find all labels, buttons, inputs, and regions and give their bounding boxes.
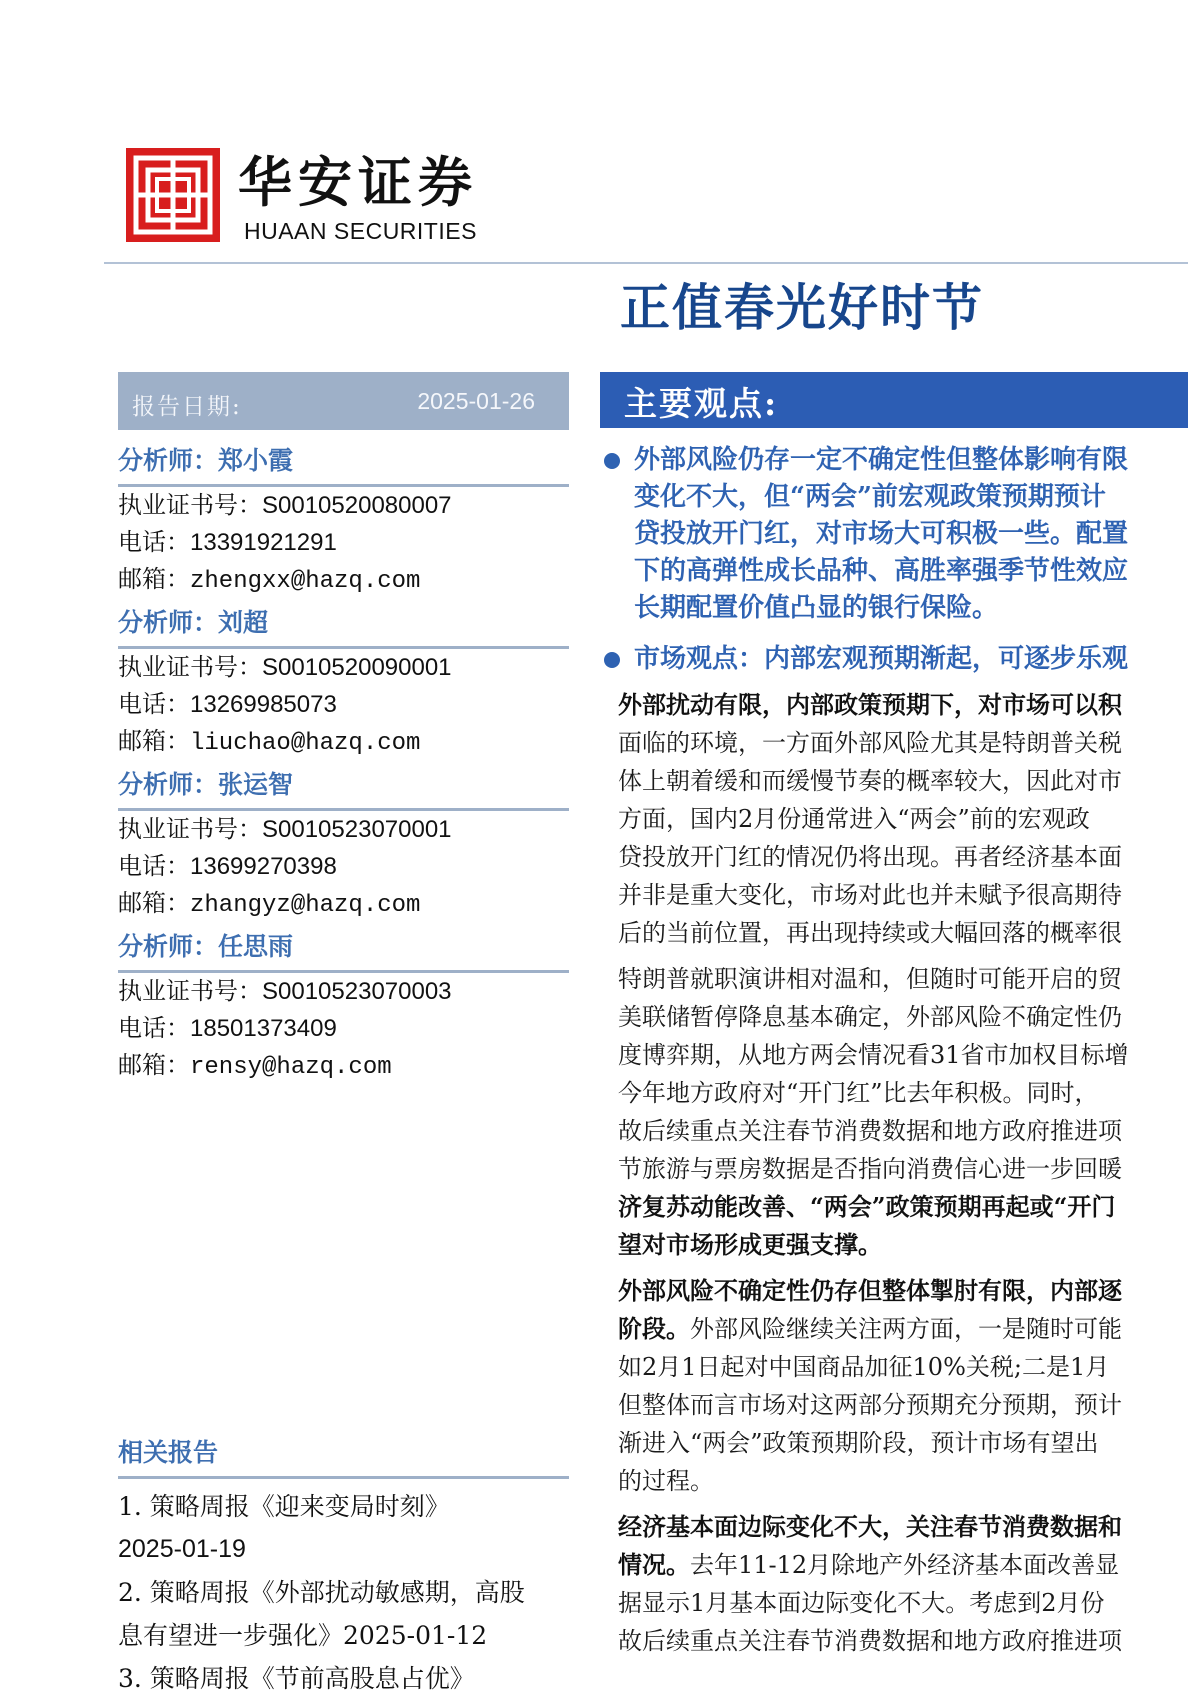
bullet-dot-icon: [604, 652, 620, 668]
paragraph-conclusion: 望对市场形成更强支撑。: [618, 1230, 882, 1259]
analyst-cert: 执业证书号：S0010520080007: [118, 491, 452, 519]
related-report-item[interactable]: 3. 策略周报《节前高股息占优》: [118, 1664, 475, 1693]
analyst-phone: 电话：13269985073: [118, 690, 337, 718]
analyst-phone: 电话：13391921291: [118, 528, 337, 556]
bullet-dot-icon: [604, 453, 620, 469]
analyst-block: [118, 926, 569, 1086]
report-date-box: [118, 372, 569, 430]
report-date-value: 2025-01-26: [417, 388, 535, 414]
header-divider: [104, 262, 1188, 264]
analyst-cert: 执业证书号：S0010523070003: [118, 977, 452, 1005]
analyst-phone: 电话：13699270398: [118, 852, 337, 880]
report-date-label: 报告日期:: [132, 394, 242, 420]
bullet-item: 市场观点：内部宏观预期渐起，可逐步乐观: [600, 641, 1188, 678]
analyst-name: 分析师：郑小霞: [118, 440, 569, 487]
report-title: 正值春光好时节: [620, 278, 984, 337]
analyst-name: 分析师：任思雨: [118, 926, 569, 973]
main-view-heading-box: [600, 372, 1188, 428]
paragraph-lead: 经济基本面边际变化不大，关注春节消费数据和: [618, 1512, 1122, 1541]
paragraph-lead: 外部扰动有限，内部政策预期下，对市场可以积: [618, 690, 1122, 719]
bullet-item: 外部风险仍存一定不确定性但整体影响有限 变化不大，但“两会”前宏观政策预期预计 贷投放开门红，对市场大可积极一些。配置 下的高弹性成长品种、高胜率强季节性效应 长期配置价值凸显的银行保险。: [600, 442, 1188, 627]
analyst-block: [118, 764, 569, 924]
related-report-item[interactable]: 1. 策略周报《迎来变局时刻》: [118, 1492, 450, 1521]
analyst-email[interactable]: 邮箱：zhengxx@hazq.com: [118, 565, 421, 595]
related-reports-heading: 相关报告: [118, 1432, 569, 1479]
related-reports: [118, 1432, 569, 1700]
left-column: [118, 372, 569, 1086]
analyst-email[interactable]: 邮箱：liuchao@hazq.com: [118, 727, 421, 757]
main-view-column: [600, 372, 1188, 1660]
related-report-item[interactable]: 2. 策略周报《外部扰动敏感期，高股: [118, 1578, 525, 1607]
related-report-item-cont[interactable]: 息有望进一步强化》2025-01-12: [118, 1621, 488, 1650]
bullet-summary: [600, 442, 1188, 678]
analyst-block: [118, 440, 569, 600]
analyst-cert: 执业证书号：S0010523070001: [118, 815, 452, 843]
logo-english-name: HUAAN SECURITIES: [244, 218, 477, 244]
main-view-heading: 主要观点:: [624, 384, 779, 423]
huaan-logo: [126, 148, 511, 244]
analyst-name: 分析师：刘超: [118, 602, 569, 649]
analyst-cert: 执业证书号：S0010520090001: [118, 653, 452, 681]
analyst-email[interactable]: 邮箱：zhangyz@hazq.com: [118, 889, 421, 919]
body-paragraph: 外部风险不确定性仍存但整体掣肘有限，内部逐 阶段。外部风险继续关注两方面，一是随时可能 如2月1日起对中国商品加征10%关税;二是1月 但整体而言市场对这两部分预期充分预期，预计 渐进入“两会”政策预期阶段，预计市场有望出 的过程。: [618, 1276, 1122, 1495]
body-paragraph: 经济基本面边际变化不大，关注春节消费数据和 情况。去年11-12月除地产外经济基本面改善显 据显示1月基本面边际变化不大。考虑到2月份 故后续重点关注春节消费数据和地方政府推进项: [618, 1512, 1122, 1655]
analyst-email[interactable]: 邮箱：rensy@hazq.com: [118, 1051, 392, 1081]
analyst-block: [118, 602, 569, 762]
analyst-name: 分析师：张运智: [118, 764, 569, 811]
body-paragraph: 外部扰动有限，内部政策预期下，对市场可以积 面临的环境，一方面外部风险尤其是特朗普关税 体上朝着缓和而缓慢节奏的概率较大，因此对市 方面，国内2月份通常进入“两会”前的宏观政 贷投放开门红的情况仍将出现。再者经济基本面 并非是重大变化，市场对此也并未赋予很高期待 后的当前位置，再出现持续或大幅回落的概率很: [618, 690, 1122, 947]
analyst-phone: 电话：18501373409: [118, 1014, 337, 1042]
paragraph-conclusion: 济复苏动能改善、“两会”政策预期再起或“开门: [618, 1192, 1116, 1221]
body-paragraph: 特朗普就职演讲相对温和，但随时可能开启的贸 美联储暂停降息基本确定，外部风险不确定性仍 度博弈期，从地方两会情况看31省市加权目标增 今年地方政府对“开门红”比去年积极。同时， 故后续重点关注春节消费数据和地方政府推进项 节旅游与票房数据是否指向消费信心进一步回暖 济复苏动能改善、“两会”政策预期再起或“开门 望对市场形成更强支撑。: [618, 965, 1129, 1259]
related-reports-list: [118, 1485, 569, 1700]
huaan-seal-icon: [126, 148, 220, 242]
paragraph-lead: 外部风险不确定性仍存但整体掣肘有限，内部逐: [618, 1276, 1122, 1305]
related-report-date: 2025-01-19: [118, 1535, 246, 1563]
logo-chinese-name: 华安证券: [238, 150, 478, 214]
